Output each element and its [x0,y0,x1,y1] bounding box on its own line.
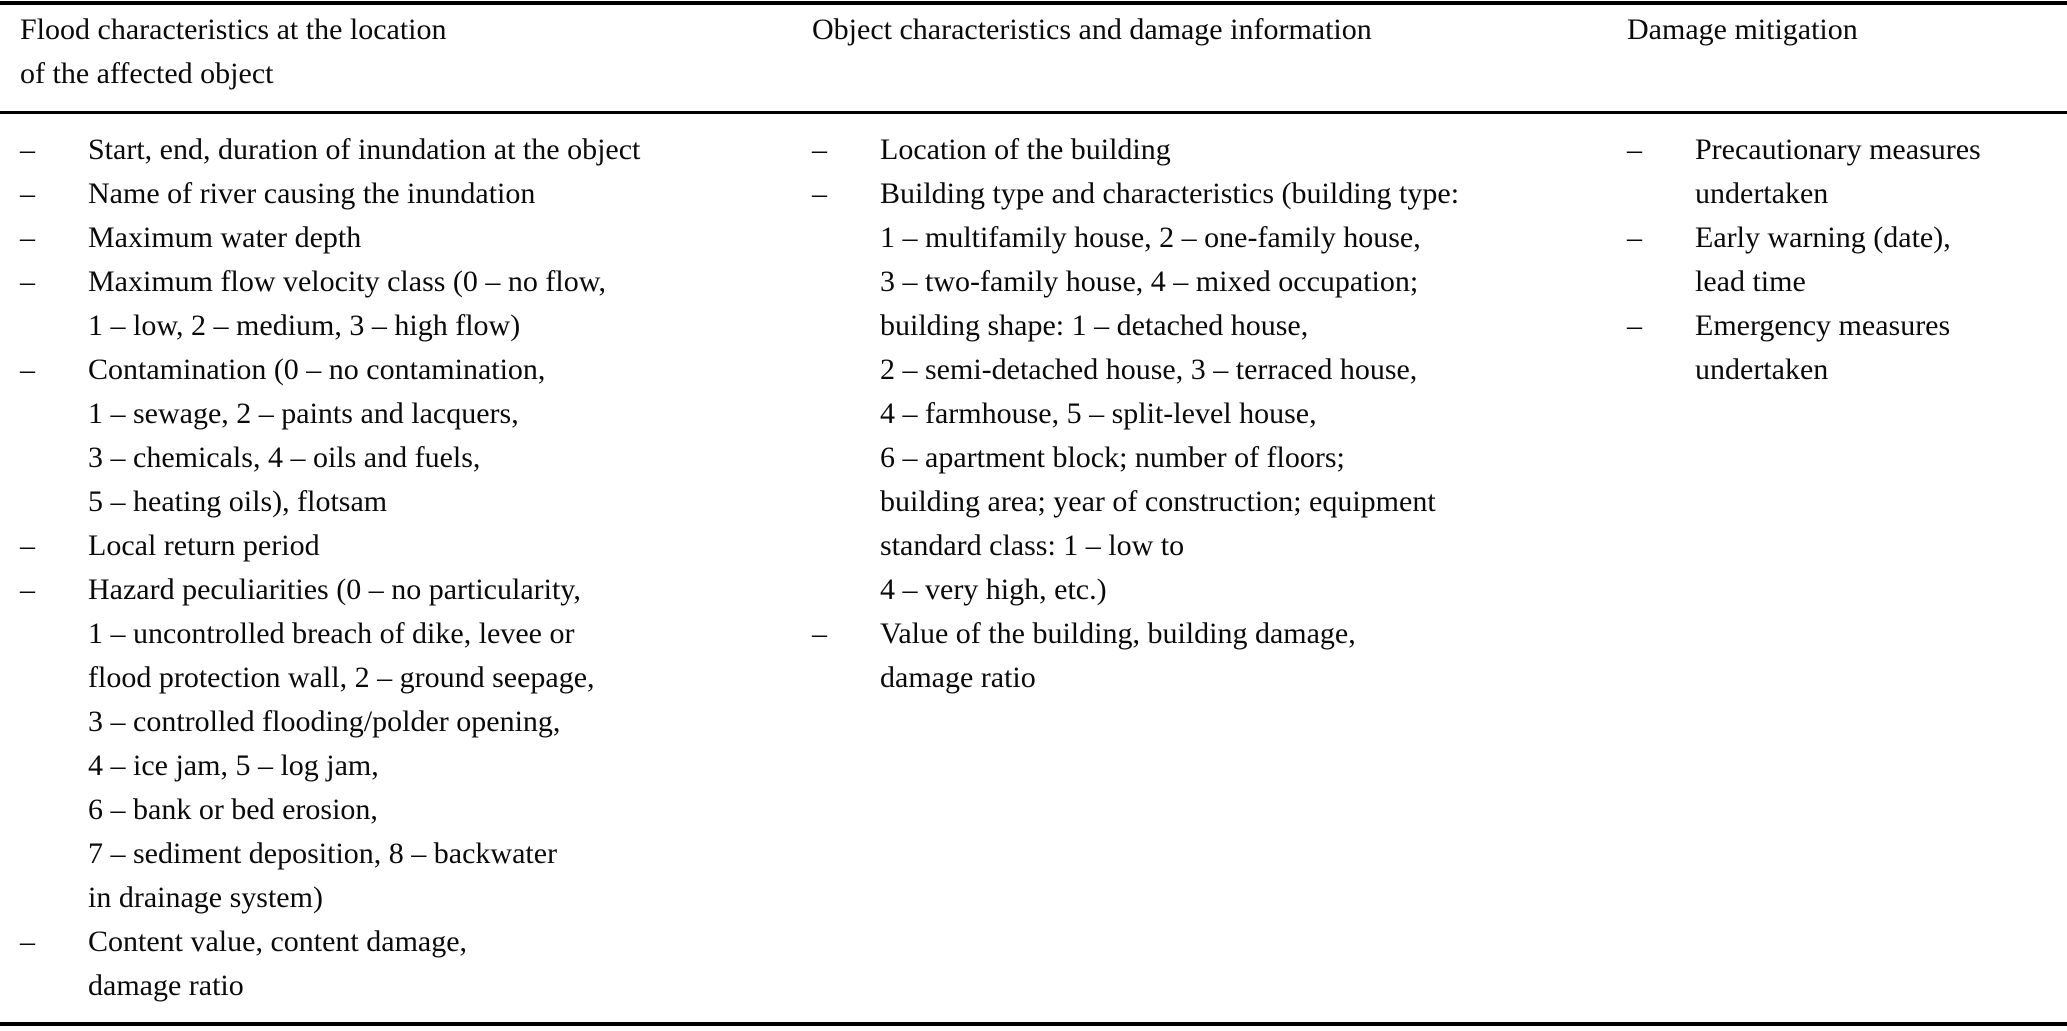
list-item-line: 1 – sewage, 2 – paints and lacquers, [88,397,519,430]
dash-bullet: – [20,925,35,958]
list-item-line: Local return period [88,529,320,562]
list-item-line: flood protection wall, 2 – ground seepage, [88,661,595,694]
dash-bullet: – [1627,309,1642,342]
list-item [20,172,798,216]
list-item-line: Precautionary measures [1695,133,1981,166]
header-line: of the affected object [20,57,274,90]
dash-bullet: – [20,221,35,254]
list-item-lines [88,216,798,260]
list-item-line: Name of river causing the inundation [88,177,536,210]
list-item-line: 4 – ice jam, 5 – log jam, [88,749,379,782]
list-item [1627,128,2065,216]
list-item-lines [880,172,1617,612]
list-item [20,260,798,348]
list-item-lines [88,568,798,920]
column-object-characteristics [812,128,1617,700]
dash-bullet: – [812,133,827,166]
dash-bullet: – [20,133,35,166]
header-line: Damage mitigation [1627,13,1858,46]
list-item [20,524,798,568]
list-item-line: 5 – heating oils), flotsam [88,485,388,518]
list-item-lines [88,128,798,172]
list-item-line: standard class: 1 – low to [880,529,1185,562]
header-line: Flood characteristics at the location [20,13,447,46]
list-item [1627,304,2065,392]
list-item-line: Location of the building [880,133,1171,166]
list-item-line: lead time [1695,265,1806,298]
dash-bullet: – [20,353,35,386]
list-item-line: 2 – semi-detached house, 3 – terraced house, [880,353,1418,386]
list-item-lines [1695,128,2065,216]
dash-bullet: – [20,529,35,562]
list-item-line: undertaken [1695,353,1829,386]
dash-bullet: – [812,177,827,210]
dash-bullet: – [812,617,827,650]
list-item-lines [88,348,798,524]
dash-bullet: – [1627,221,1642,254]
list-item-line: 6 – bank or bed erosion, [88,793,378,826]
list-item-line: 7 – sediment deposition, 8 – backwater [88,837,558,870]
list-item [812,128,1617,172]
list-item-line: 1 – uncontrolled breach of dike, levee or [88,617,575,650]
list-item [812,172,1617,612]
table-bottom-rule [0,1022,2067,1026]
list-item-lines [88,524,798,568]
list-item-line: 1 – multifamily house, 2 – one-family house, [880,221,1421,254]
list-item [1627,216,2065,304]
list-item-line: Emergency measures [1695,309,1951,342]
list-item [20,216,798,260]
list-item-line: 1 – low, 2 – medium, 3 – high flow) [88,309,521,342]
list-item-lines [880,612,1617,700]
list-item [20,920,798,1008]
dash-bullet: – [20,265,35,298]
dash-bullet: – [20,177,35,210]
list-item-lines [88,260,798,348]
list-item-line: Early warning (date), [1695,221,1951,254]
header-line: Object characteristics and damage information [812,13,1372,46]
list-item-line: building area; year of construction; equipment [880,485,1436,518]
list-item-line: Building type and characteristics (building type: [880,177,1460,210]
list-item-lines [1695,216,2065,304]
column-flood-characteristics [20,128,798,1008]
list-item-line: Content value, content damage, [88,925,468,958]
column-header-flood-characteristics [20,8,800,96]
list-item [20,128,798,172]
dash-bullet: – [20,573,35,606]
list-item-lines [88,172,798,216]
list-item-line: damage ratio [88,969,244,1002]
list-item-lines [88,920,798,1008]
list-item-line: 6 – apartment block; number of floors; [880,441,1345,474]
list-item-line: Start, end, duration of inundation at the object [88,133,641,166]
list-item-line: Value of the building, building damage, [880,617,1356,650]
list-item-line: Maximum flow velocity class (0 – no flow, [88,265,606,298]
column-damage-mitigation [1627,128,2065,392]
list-item-line: Contamination (0 – no contamination, [88,353,546,386]
dash-bullet: – [1627,133,1642,166]
list-item-line: 4 – very high, etc.) [880,573,1107,606]
list-item-lines [880,128,1617,172]
list-item-line: 3 – chemicals, 4 – oils and fuels, [88,441,481,474]
list-item [812,612,1617,700]
list-item-line: damage ratio [880,661,1036,694]
list-item-line: Hazard peculiarities (0 – no particularity, [88,573,581,606]
list-item-line: in drainage system) [88,881,323,914]
list-item-line: undertaken [1695,177,1829,210]
list-item-line: Maximum water depth [88,221,362,254]
list-item-line: 3 – two-family house, 4 – mixed occupation; [880,265,1419,298]
table-header-rule [0,111,2067,114]
list-item [20,568,798,920]
list-item-line: 3 – controlled flooding/polder opening, [88,705,561,738]
list-item-line: building shape: 1 – detached house, [880,309,1309,342]
column-header-damage-mitigation [1627,8,2062,52]
list-item-line: 4 – farmhouse, 5 – split-level house, [880,397,1317,430]
list-item [20,348,798,524]
table-top-rule [0,1,2067,5]
list-item-lines [1695,304,2065,392]
column-header-object-characteristics [812,8,1612,52]
